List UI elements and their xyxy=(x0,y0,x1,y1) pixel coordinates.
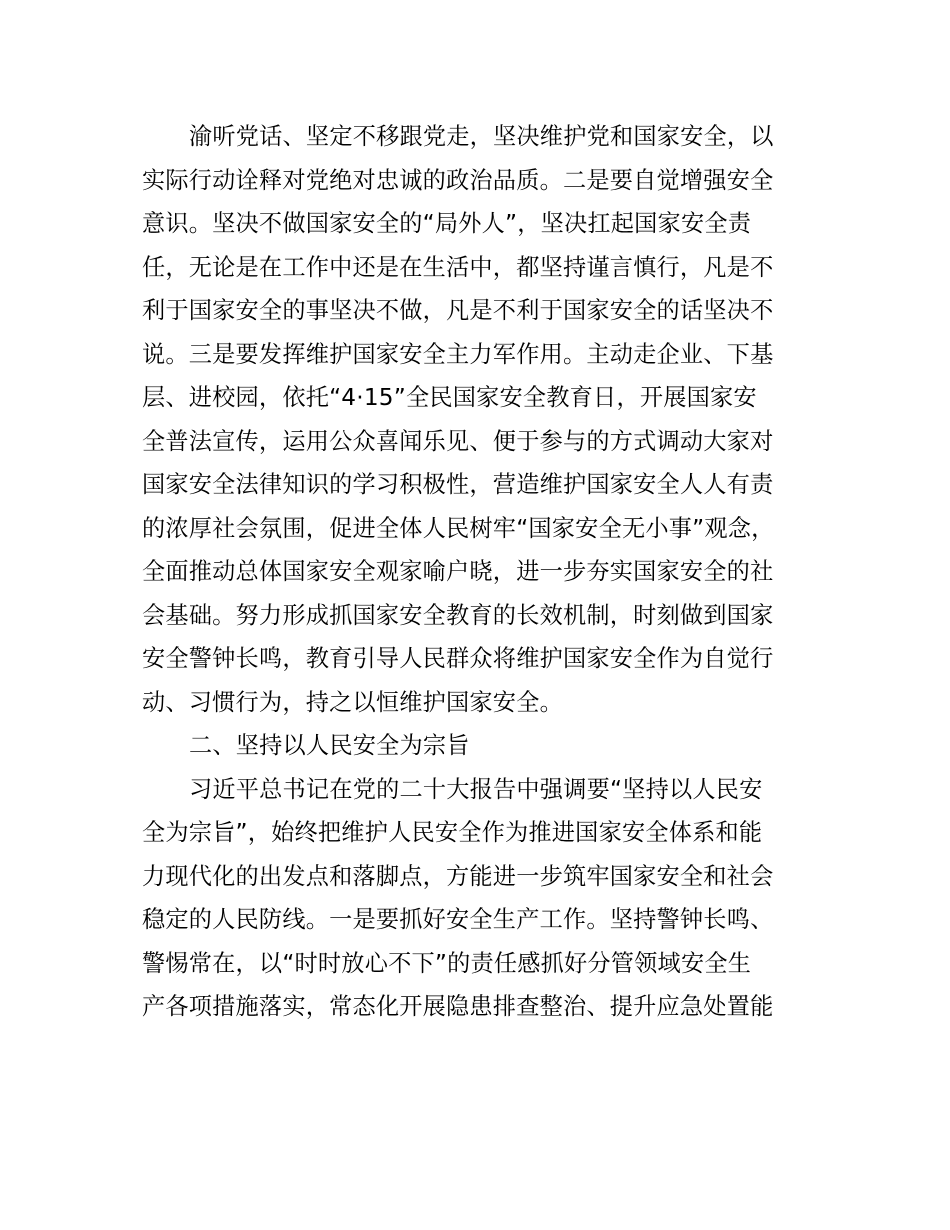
paragraph-loyalty-awareness xyxy=(142,115,822,724)
heading-line: 二、坚持以人民安全为宗旨 xyxy=(189,732,470,759)
text-line: 稳定的人民防线。一是要抓好安全生产工作。坚持警钟长鸣、 xyxy=(142,906,774,933)
document-body xyxy=(142,115,822,1029)
section-heading xyxy=(142,724,822,768)
text-line: 渝听党话、坚定不移跟党走，坚决维护党和国家安全，以 xyxy=(189,123,774,150)
text-line: 全为宗旨”，始终把维护人民安全作为推进国家安全体系和能 xyxy=(142,819,763,846)
text-line: 动、习惯行为，持之以恒维护国家安全。 xyxy=(142,688,563,716)
text-line: 国家安全法律知识的学习积极性，营造维护国家安全人人有责 xyxy=(142,471,774,498)
text-line: 的浓厚社会氛围，促进全体人民树牢“国家安全无小事”观念， xyxy=(142,514,775,542)
text-line: 习近平总书记在党的二十大报告中强调要“坚持以人民安 xyxy=(189,775,763,803)
text-line: 会基础。努力形成抓国家安全教育的长效机制，时刻做到国家 xyxy=(142,601,774,629)
text-line: 警惕常在，以“时时放心不下”的责任感抓好分管领域安全生 xyxy=(142,949,752,977)
text-line: 力现代化的出发点和落脚点，方能进一步筑牢国家安全和社会 xyxy=(142,862,774,890)
text-line: 实际行动诠释对党绝对忠诚的政治品质。二是要自觉增强安全 xyxy=(142,166,774,194)
paragraph-people-safety xyxy=(142,768,822,1029)
text-line: 层、进校园，依托“4·15”全民国家安全教育日，开展国家安 xyxy=(142,384,757,411)
text-line: 意识。坚决不做国家安全的“局外人”，坚决扛起国家安全责 xyxy=(142,210,752,237)
text-line: 全面推动总体国家安全观家喻户晓，进一步夯实国家安全的社 xyxy=(142,558,774,585)
text-line: 利于国家安全的事坚决不做，凡是不利于国家安全的话坚决不 xyxy=(142,297,774,324)
text-line: 产各项措施落实，常态化开展隐患排查整治、提升应急处置能 xyxy=(142,993,774,1020)
text-line: 说。三是要发挥维护国家安全主力军作用。主动走企业、下基 xyxy=(142,340,774,368)
text-line: 安全警钟长鸣，教育引导人民群众将维护国家安全作为自觉行 xyxy=(142,645,774,672)
text-line: 任，无论是在工作中还是在生活中，都坚持谨言慎行，凡是不 xyxy=(142,253,774,281)
text-line: 全普法宣传，运用公众喜闻乐见、便于参与的方式调动大家对 xyxy=(142,427,774,455)
